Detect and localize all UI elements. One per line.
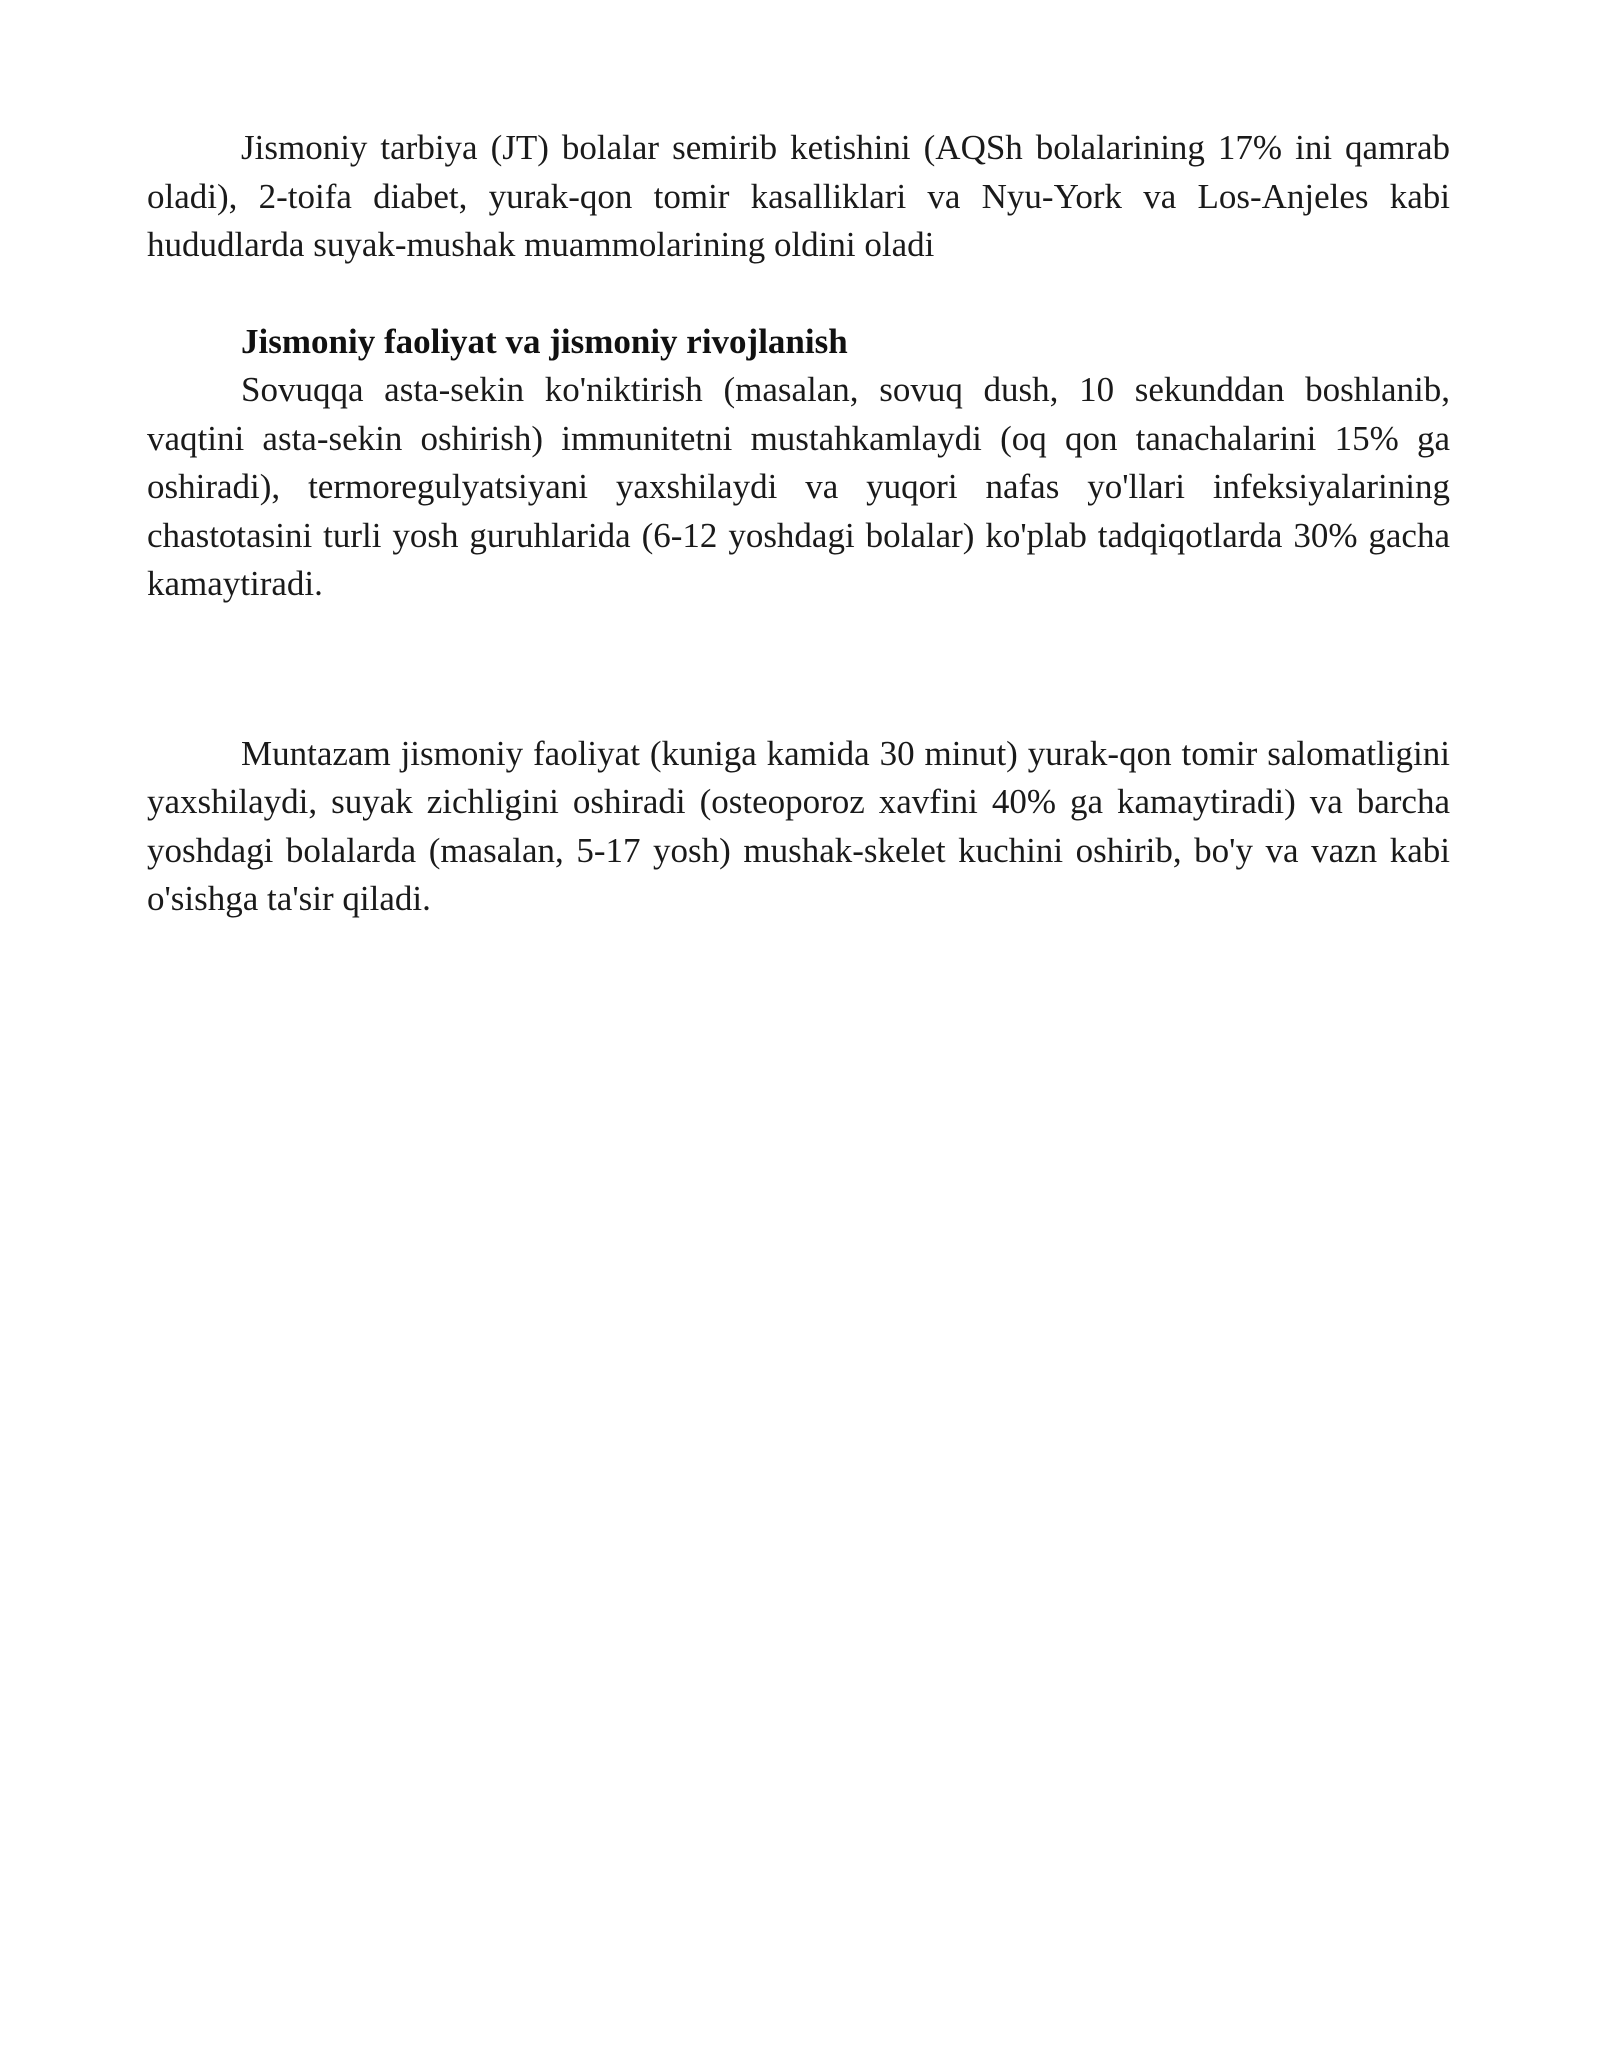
paragraph-spacer xyxy=(147,270,1450,318)
paragraph-cold-adaptation: Sovuqqa asta-sekin ko'niktirish (masalan, sovuq dush, 10 sekunddan boshlanib, vaqtini asta-sekin oshirish) immunitetni mustahkamlaydi (oq qon tanachalarini 15% ga oshiradi), termoregulyatsiyani yaxshilaydi va yuqori nafas yo'llari infeksiyalarining chastotasini turli yosh guruhlarida (6-12 yoshdagi bolalar) ko'plab tadqiqotlarda 30% gacha kamaytiradi. xyxy=(147,370,1450,603)
paragraph-intro: Jismoniy tarbiya (JT) bolalar semirib ketishini (AQSh bolalarining 17% ini qamrab oladi), 2-toifa diabet, yurak-qon tomir kasalliklari va Nyu-York va Los-Anjeles kabi hududlarda suyak-mushak muammolarining oldini oladi xyxy=(147,128,1450,264)
paragraph-physical-activity: Muntazam jismoniy faoliyat (kuniga kamida 30 minut) yurak-qon tomir salomatligini yaxshilaydi, suyak zichligini oshiradi (osteoporoz xavfini 40% ga kamaytiradi) va barcha yoshdagi bolalarda (masalan, 5-17 yosh) mushak-skelet kuchini oshirib, bo'y va vazn kabi o'sishga ta'sir qiladi. xyxy=(147,733,1450,918)
document-body xyxy=(147,124,1450,924)
section-heading: Jismoniy faoliyat va jismoniy rivojlanish xyxy=(241,321,848,361)
paragraph-spacer xyxy=(147,609,1450,730)
